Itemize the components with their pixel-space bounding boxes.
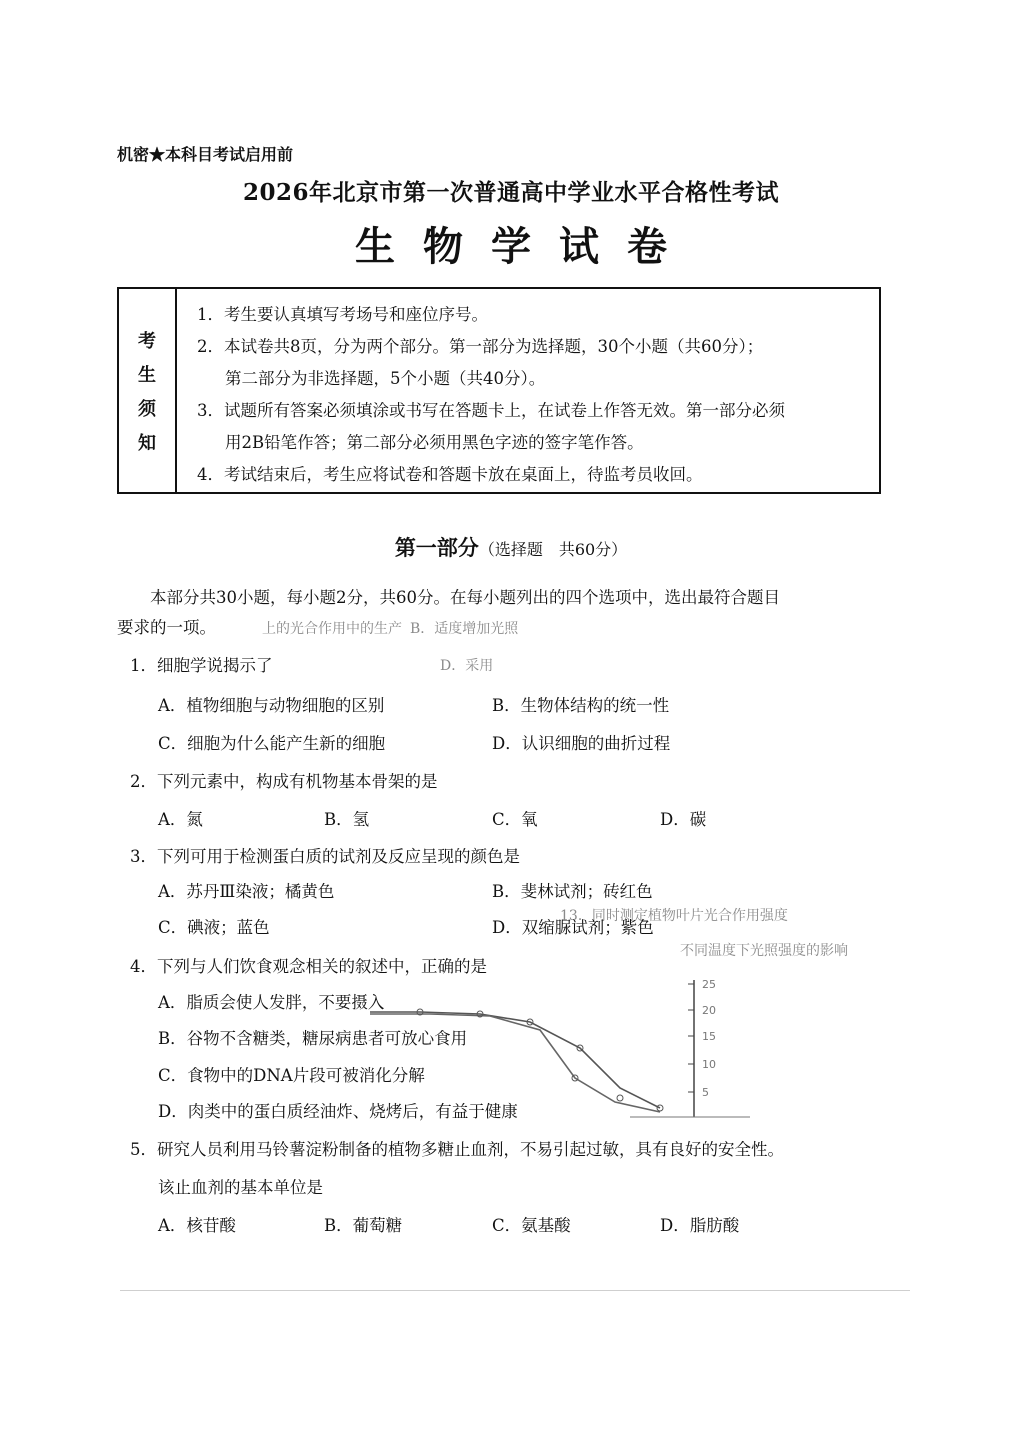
part-one-heading (0, 532, 1022, 562)
bleed-through-text: B．适度增加光照 (410, 621, 519, 637)
option-a: A．氮 (158, 810, 203, 829)
chart-tick-label: 20 (702, 1004, 716, 1017)
page-bottom-rule (120, 1290, 910, 1291)
option-c: C．食物中的DNA片段可被消化分解 (158, 1066, 425, 1085)
chart-series-line (370, 1014, 660, 1112)
option-d: D．双缩脲试剂；紫色 (492, 918, 654, 937)
option-d: D．碳 (660, 810, 707, 829)
option-d: D．认识细胞的曲折过程 (492, 734, 671, 753)
part-one-subtitle: （选择题 共60分） (478, 540, 628, 559)
exam-notice-box (117, 287, 881, 494)
part-one-title: 第一部分 (394, 535, 479, 560)
option-b: B．生物体结构的统一性 (492, 696, 670, 715)
question-stem: 5．研究人员利用马铃薯淀粉制备的植物多糖止血剂，不易引起过敏，具有良好的安全性。 (130, 1140, 784, 1159)
confidential-label: 机密★本科目考试启用前 (117, 145, 294, 164)
bleed-through-text: 13．同时测定植物叶片光合作用强度 (560, 908, 788, 924)
option-d: D．脂肪酸 (660, 1216, 740, 1235)
option-a: A．苏丹Ⅲ染液；橘黄色 (158, 882, 335, 901)
option-d: D．肉类中的蛋白质经油炸、烧烤后，有益于健康 (158, 1102, 518, 1121)
exam-title: 2026年北京市第一次普通高中学业水平合格性考试 (242, 179, 779, 206)
paper-title: 生物学试卷 (355, 224, 695, 270)
chart-tick-label: 15 (702, 1030, 716, 1043)
question-stem: 4．下列与人们饮食观念相关的叙述中，正确的是 (130, 957, 487, 976)
option-c: C．碘液；蓝色 (158, 918, 270, 937)
option-a: A．植物细胞与动物细胞的区别 (158, 696, 385, 715)
notice-line: 用2B铅笔作答；第二部分必须用黑色字迹的签字笔作答。 (225, 433, 644, 452)
notice-label-char: 生 (138, 365, 156, 386)
option-b: B．斐林试剂；砖红色 (492, 882, 653, 901)
chart-point (617, 1095, 623, 1101)
part-intro-line: 本部分共30小题，每小题2分，共60分。在每小题列出的四个选项中，选出最符合题目 (150, 588, 780, 607)
notice-line: 3．试题所有答案必须填涂或书写在答题卡上，在试卷上作答无效。第一部分必须 (197, 401, 785, 420)
chart-tick-label: 10 (702, 1058, 716, 1071)
chart-series-line (370, 1012, 660, 1108)
notice-label-char: 考 (138, 331, 156, 352)
notice-label (119, 289, 177, 492)
notice-line: 2．本试卷共8页，分为两个部分。第一部分为选择题，30个小题（共60分）； (197, 337, 764, 356)
notice-label-char: 须 (138, 399, 156, 420)
chart-tick-label: 5 (702, 1086, 709, 1099)
notice-line: 第二部分为非选择题，5个小题（共40分）。 (225, 369, 546, 388)
question-stem: 3．下列可用于检测蛋白质的试剂及反应呈现的颜色是 (130, 847, 520, 866)
option-b: B．氢 (324, 810, 370, 829)
option-a: A．核苷酸 (158, 1216, 236, 1235)
notice-line: 4．考试结束后，考生应将试卷和答题卡放在桌面上，待监考员收回。 (197, 465, 703, 484)
bleed-through-text: 上的光合作用中的生产 (262, 621, 402, 637)
question-stem: 1．细胞学说揭示了 (130, 656, 273, 675)
option-c: C．氧 (492, 810, 538, 829)
question-stem: 该止血剂的基本单位是 (158, 1178, 323, 1197)
notice-label-char: 知 (138, 433, 156, 454)
option-c: C．细胞为什么能产生新的细胞 (158, 734, 386, 753)
chart-tick-label: 25 (702, 978, 716, 991)
option-b: B．葡萄糖 (324, 1216, 403, 1235)
question-stem: 2．下列元素中，构成有机物基本骨架的是 (130, 772, 438, 791)
bleed-through-text: D．采用 (440, 658, 494, 674)
option-a: A．脂质会使人发胖，不要摄入 (158, 993, 385, 1012)
bleed-through-curves (370, 1000, 670, 1120)
option-c: C．氨基酸 (492, 1216, 571, 1235)
bleed-through-text: 不同温度下光照强度的影响 (680, 943, 848, 959)
part-intro-line: 要求的一项。 (117, 618, 216, 637)
notice-line: 1．考生要认真填写考场号和座位序号。 (197, 305, 488, 324)
option-b: B．谷物不含糖类，糖尿病患者可放心食用 (158, 1029, 468, 1048)
